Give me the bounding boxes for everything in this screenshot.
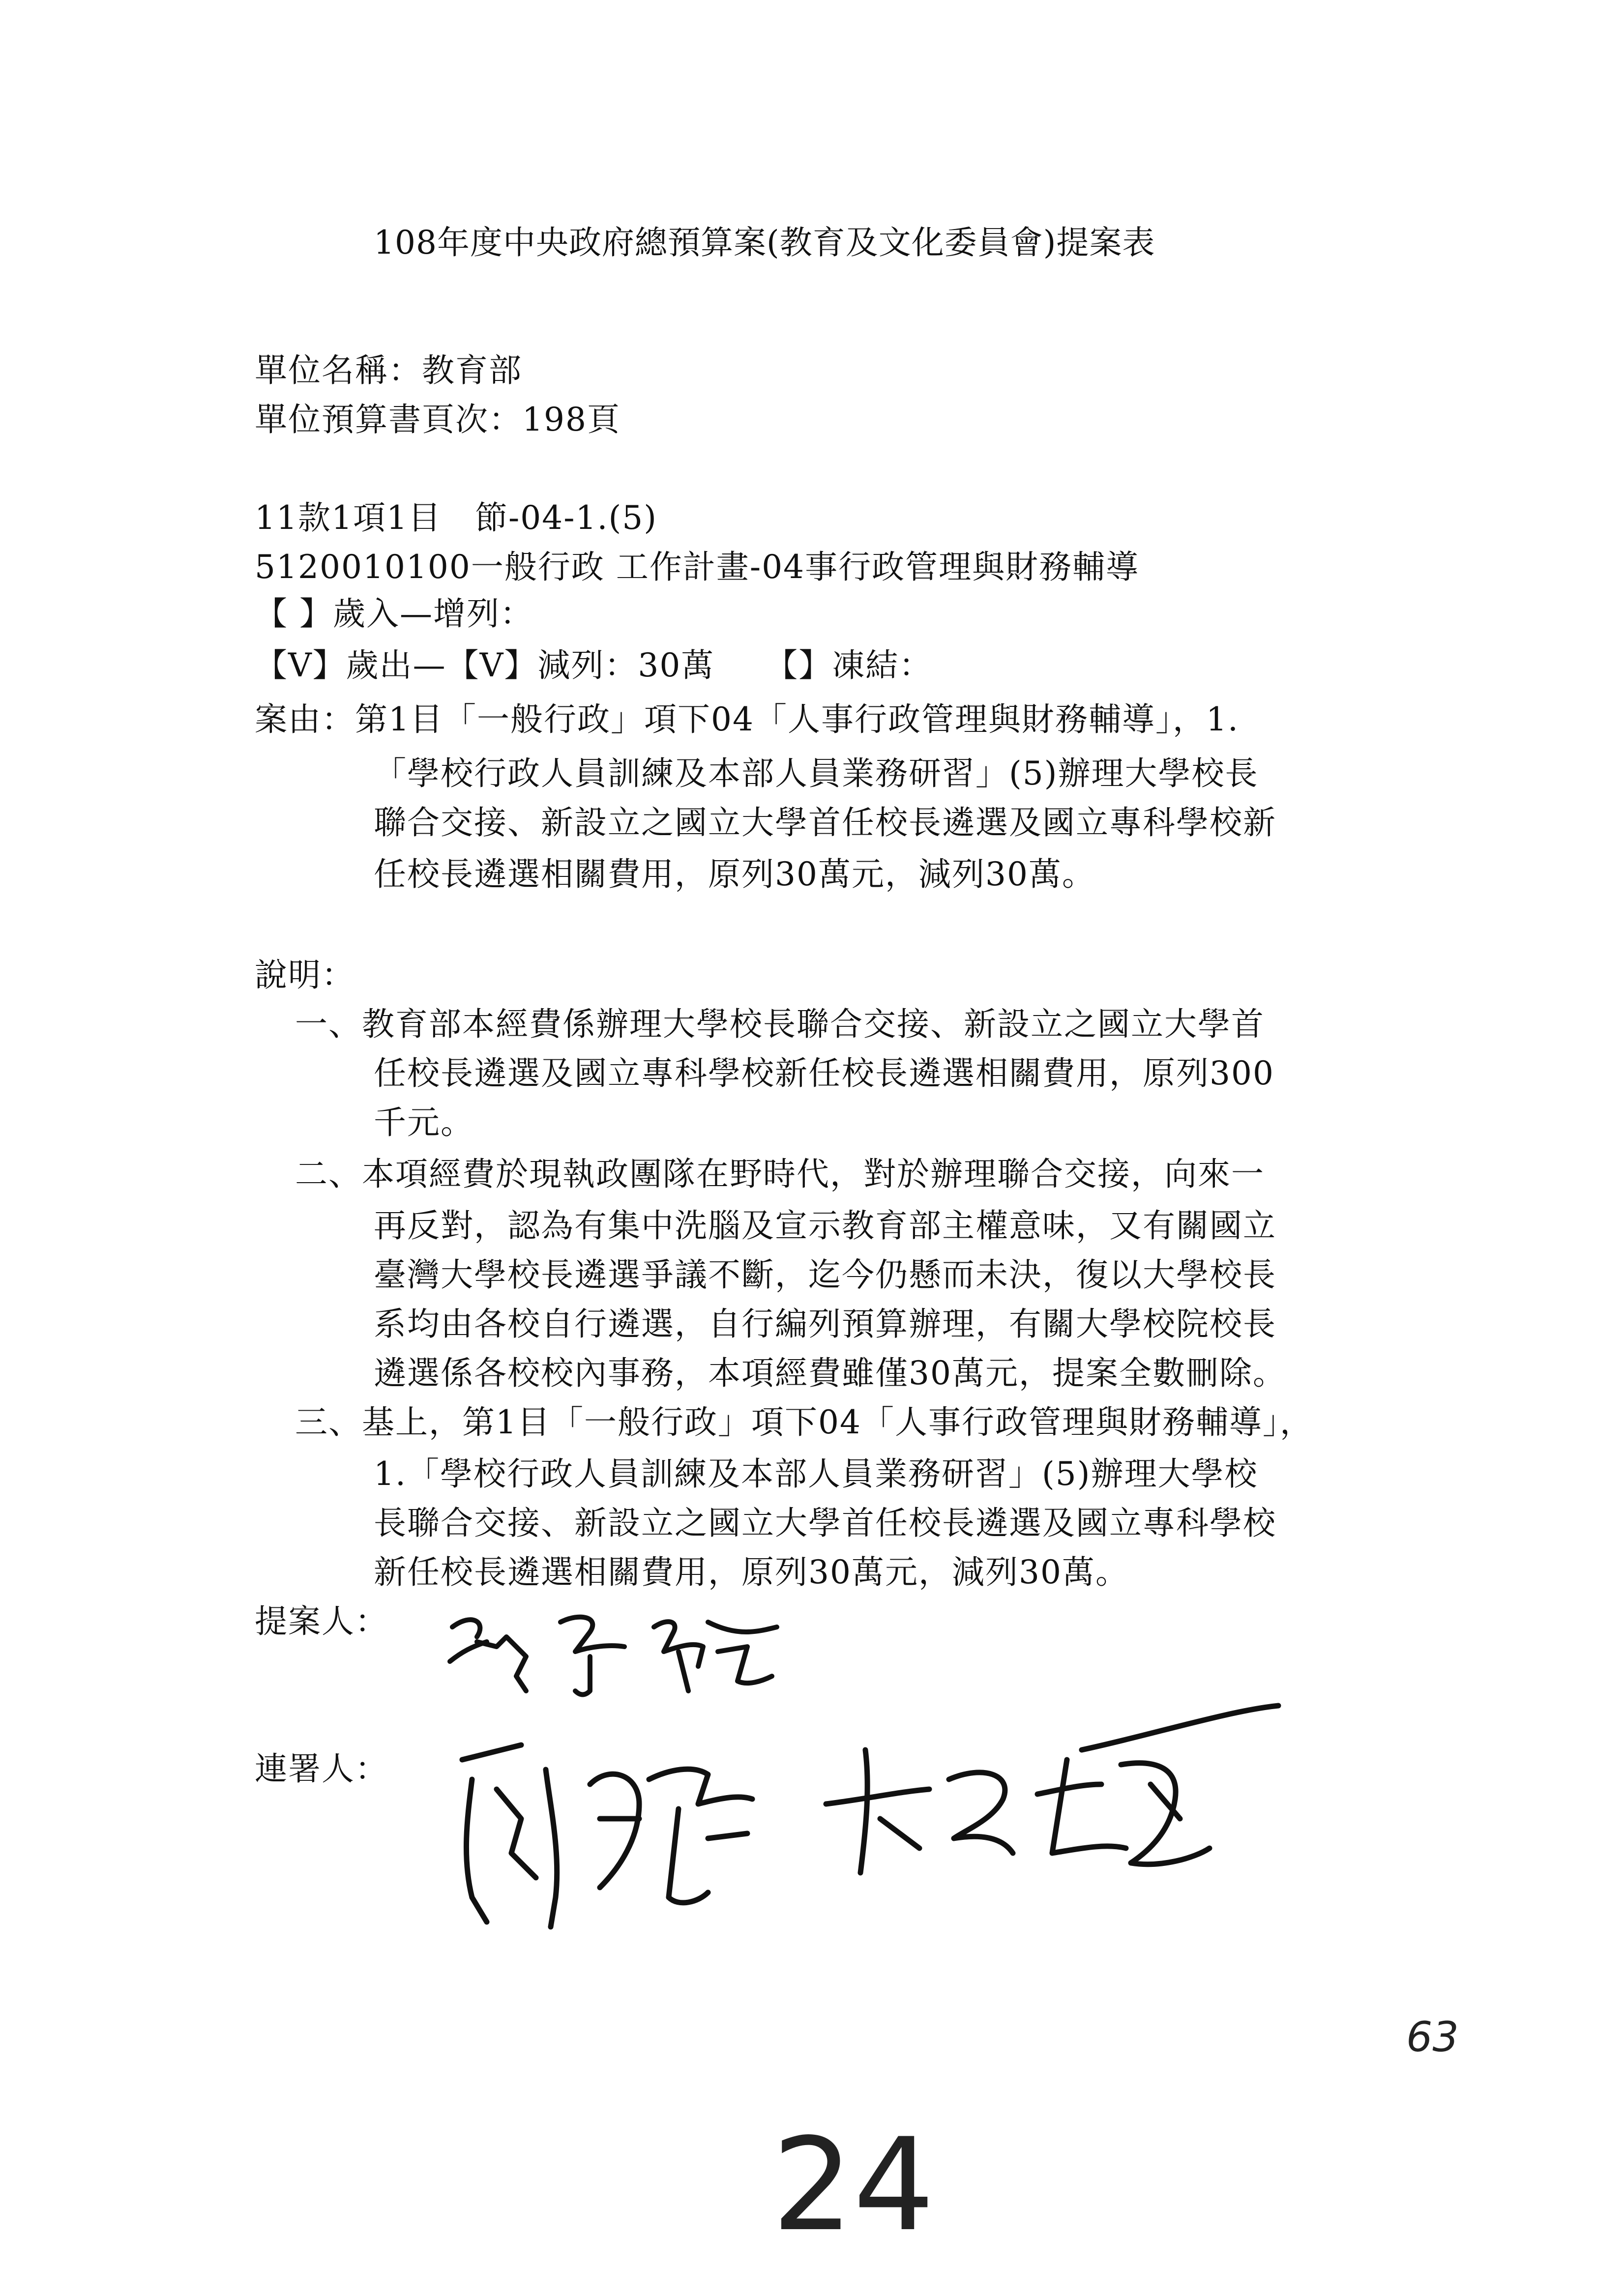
- case-line: 聯合交接、新設立之國立大學首任校長遴選及國立專科學校新: [374, 804, 1276, 842]
- page-number: 24: [772, 2111, 935, 2260]
- case-line: 任校長遴選相關費用，原列30萬元，減列30萬。: [374, 855, 1095, 893]
- explanation-line: 再反對，認為有集中洗腦及宣示教育部主權意味，又有關國立: [374, 1207, 1276, 1245]
- proposer-signature: [443, 1593, 787, 1701]
- explanation-line: 新任校長遴選相關費用，原列30萬元，減列30萬。: [374, 1553, 1129, 1591]
- revenue-line: 【 】歲入—增列：: [255, 595, 533, 633]
- cosigner-signature-2: [806, 1691, 1298, 1888]
- explanation-line: 系均由各校自行遴選，自行編列預算辦理，有關大學校院校長: [374, 1305, 1276, 1343]
- explanation-item-1: 一、教育部本經費係辦理大學校長聯合交接、新設立之國立大學首: [295, 1005, 1265, 1043]
- explanation-line: 任校長遴選及國立專科學校新任校長遴選相關費用，原列300: [374, 1054, 1274, 1092]
- cosigner-signature-1: [433, 1691, 777, 1966]
- plan-code: 5120010100一般行政 工作計畫-04事行政管理與財務輔導: [255, 548, 1140, 586]
- case-line: 「學校行政人員訓練及本部人員業務研習」(5)辦理大學校長: [374, 755, 1259, 792]
- budget-item: 11款1項1目 節-04-1.(5): [255, 499, 658, 537]
- explanation-line: 臺灣大學校長遴選爭議不斷，迄今仍懸而未決，復以大學校長: [374, 1256, 1276, 1294]
- explanation-label: 說明：: [255, 956, 355, 994]
- unit-page: 單位預算書頁次：198頁: [255, 401, 620, 438]
- explanation-line: 長聯合交接、新設立之國立大學首任校長遴選及國立專科學校: [374, 1504, 1276, 1542]
- case-line: 案由：第1目「一般行政」項下04「人事行政管理與財務輔導」，1.: [255, 700, 1239, 738]
- explanation-line: 1.「學校行政人員訓練及本部人員業務研習」(5)辦理大學校: [374, 1455, 1258, 1493]
- proposer-label: 提案人：: [255, 1602, 388, 1640]
- unit-name: 單位名稱：教育部: [255, 351, 522, 389]
- page-title: 108年度中央政府總預算案(教育及文化委員會)提案表: [374, 224, 1155, 262]
- page-reference: 63: [1406, 2013, 1459, 2061]
- explanation-item-3: 三、基上，第1目「一般行政」項下04「人事行政管理與財務輔導」，: [295, 1403, 1313, 1441]
- expenditure-line: 【V】歲出—【V】減列：30萬 【】凍結：: [255, 646, 933, 684]
- explanation-line: 千元。: [374, 1104, 474, 1141]
- explanation-item-2: 二、本項經費於現執政團隊在野時代，對於辦理聯合交接，向來一: [295, 1155, 1265, 1193]
- explanation-line: 遴選係各校校內事務，本項經費雖僅30萬元，提案全數刪除。: [374, 1354, 1286, 1392]
- cosigner-label: 連署人：: [255, 1750, 388, 1788]
